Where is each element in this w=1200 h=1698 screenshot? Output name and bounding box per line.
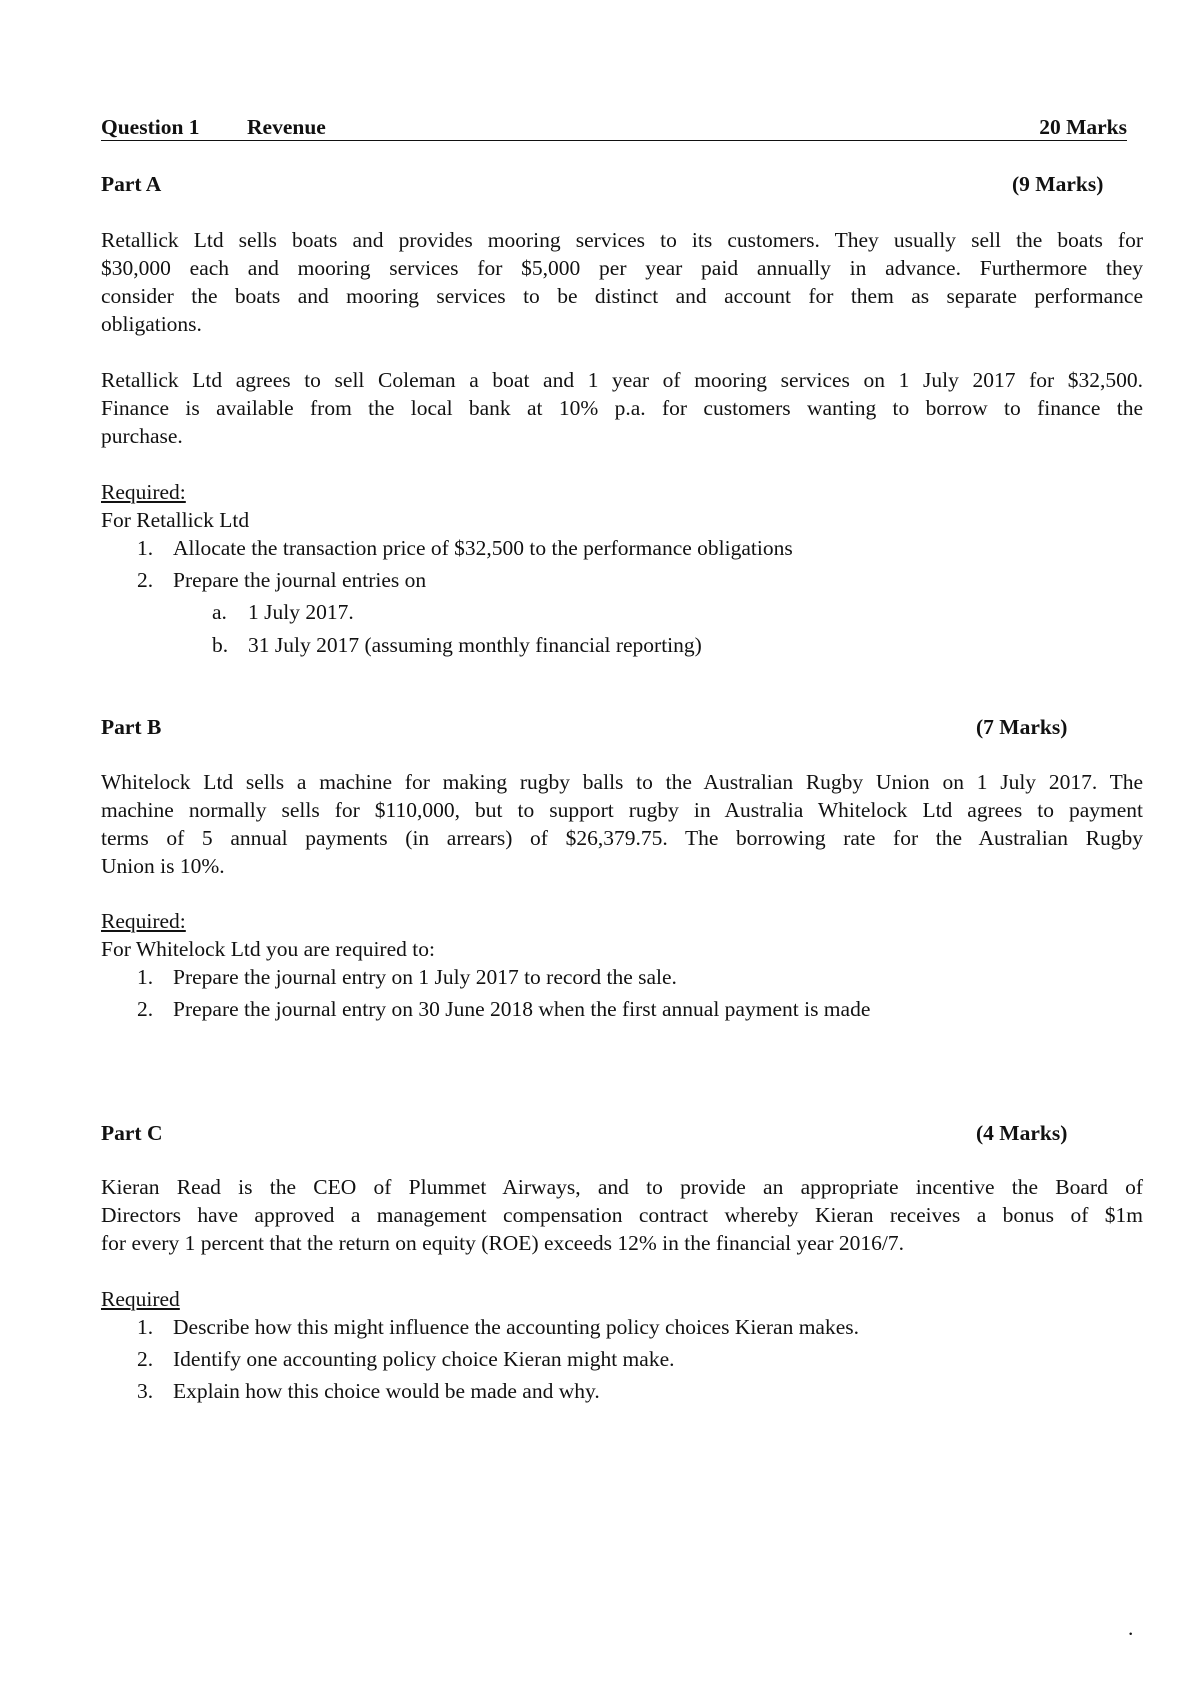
question-topic: Revenue [247,115,326,139]
part-b-paragraph-1 [101,768,1143,880]
sublist-item: 1 July 2017. [248,600,354,624]
list-item: Allocate the transaction price of $32,500 to the performance obligations [173,536,793,560]
part-b-for-line: For Whitelock Ltd you are required to: [101,937,435,961]
text-line: consider the boats and mooring services to be distinct and account for them as separate performance [101,284,1143,308]
list-number: 2. [137,997,154,1021]
question-header [101,114,1127,141]
list-item: Explain how this choice would be made and why. [173,1379,600,1403]
text-line: Union is 10%. [101,854,225,878]
text-line: Retallick Ltd agrees to sell Coleman a boat and 1 year of mooring services on 1 July 2017 for $32,500. [101,368,1143,392]
list-number: 1. [137,965,154,989]
footer-mark: . [1128,1616,1134,1640]
part-b-title: Part B [101,715,162,739]
text-line: Finance is available from the local bank at 10% p.a. for customers wanting to borrow to finance the [101,396,1143,420]
part-c-marks: (4 Marks) [976,1121,1068,1145]
list-number: 1. [137,1315,154,1339]
question-marks: 20 Marks [1039,115,1127,139]
list-number: 2. [137,1347,154,1371]
list-item: Identify one accounting policy choice Kieran might make. [173,1347,675,1371]
text-line: machine normally sells for $110,000, but to support rugby in Australia Whitelock Ltd agrees to payment [101,798,1143,822]
list-number: 3. [137,1379,154,1403]
part-a-title: Part A [101,172,162,196]
part-a-paragraph-2 [101,366,1143,450]
part-c-required-label: Required [101,1287,180,1311]
text-line: Directors have approved a management compensation contract whereby Kieran receives a bonus of $1m [101,1203,1143,1227]
part-c-title: Part C [101,1121,163,1145]
sublist-letter: b. [212,633,229,657]
list-item: Prepare the journal entry on 1 July 2017 to record the sale. [173,965,677,989]
list-number: 1. [137,536,154,560]
part-a-required-label: Required: [101,480,186,504]
text-line: Whitelock Ltd sells a machine for making rugby balls to the Australian Rugby Union on 1 July 2017. The [101,770,1143,794]
list-item: Describe how this might influence the accounting policy choices Kieran makes. [173,1315,859,1339]
sublist-item: 31 July 2017 (assuming monthly financial reporting) [248,633,702,657]
question-number: Question 1 [101,115,200,139]
sublist-letter: a. [212,600,227,624]
part-a-marks: (9 Marks) [1012,172,1104,196]
part-c-paragraph-1 [101,1173,1143,1257]
part-b-marks: (7 Marks) [976,715,1068,739]
part-b-required-label: Required: [101,909,186,933]
text-line: obligations. [101,312,202,336]
list-number: 2. [137,568,154,592]
part-a-paragraph-1 [101,226,1143,338]
list-item: Prepare the journal entry on 30 June 2018 when the first annual payment is made [173,997,871,1021]
list-item: Prepare the journal entries on [173,568,427,592]
text-line: Kieran Read is the CEO of Plummet Airways, and to provide an appropriate incentive the Board of [101,1175,1143,1199]
text-line: $30,000 each and mooring services for $5,000 per year paid annually in advance. Furthermore they [101,256,1143,280]
text-line: purchase. [101,424,183,448]
part-a-for-line: For Retallick Ltd [101,508,250,532]
text-line: for every 1 percent that the return on equity (ROE) exceeds 12% in the financial year 2016/7. [101,1231,904,1255]
text-line: Retallick Ltd sells boats and provides mooring services to its customers. They usually sell the boats for [101,228,1143,252]
text-line: terms of 5 annual payments (in arrears) of $26,379.75. The borrowing rate for the Australian Rugby [101,826,1143,850]
